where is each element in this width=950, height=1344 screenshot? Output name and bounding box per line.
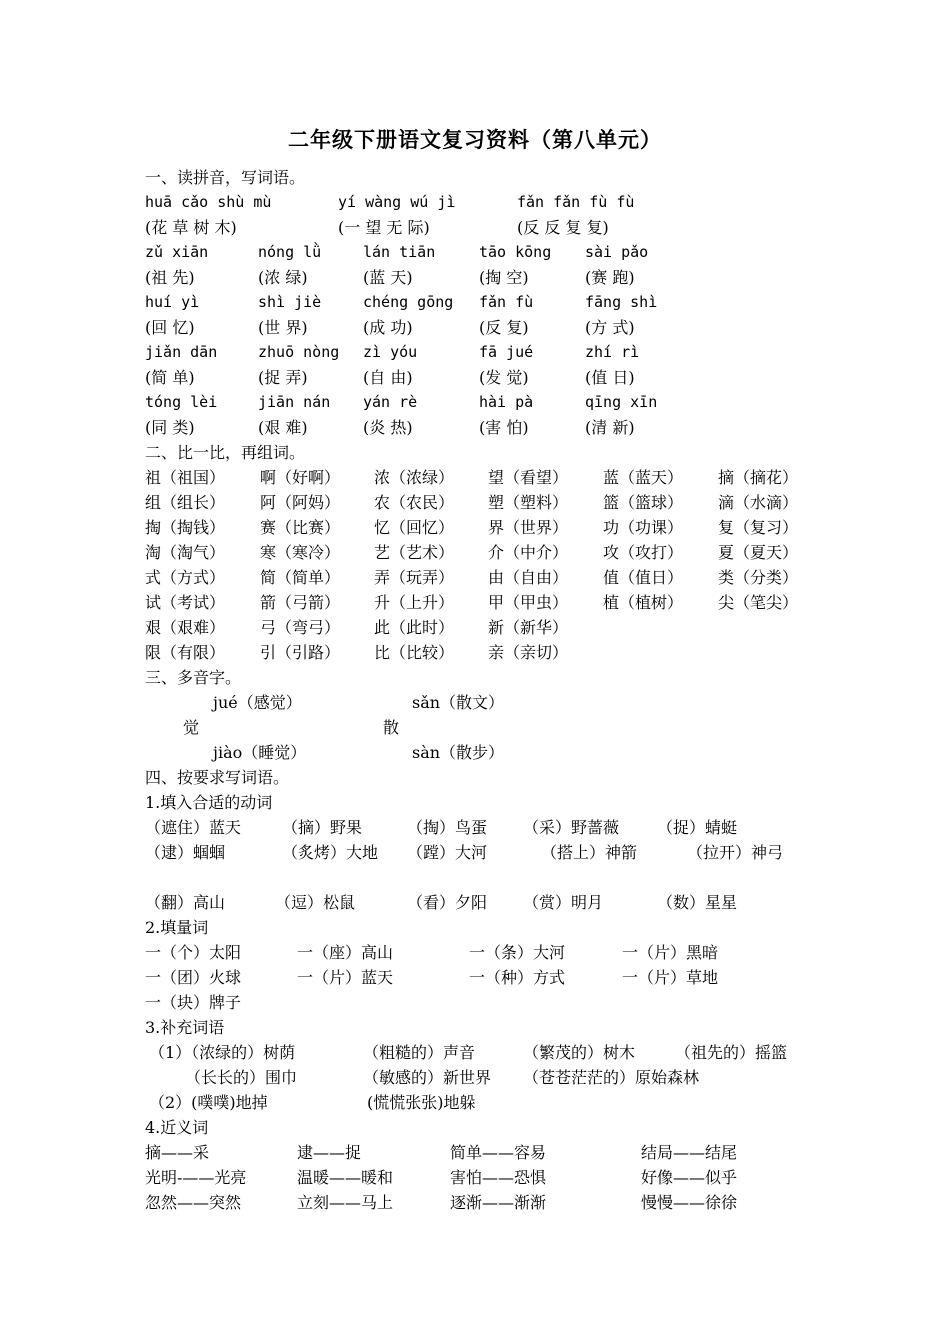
supplement-item: （2）(噗噗)地掉 [149,1093,268,1112]
supplement-item: （1）（浓绿的）树荫 [149,1043,296,1062]
verb-item: （炙烤）大地 [282,843,379,862]
compare-cell: 简（简单） [260,568,341,587]
answer-cell: (祖 先) [145,268,195,287]
answer-cell: (蓝 天) [363,268,413,287]
verb-row [145,840,845,865]
pinyin-cell: fǎn fǎn fù fù [517,193,635,211]
compare-cell: 夏（夏天） [718,543,799,562]
polyphone-reading: jué（感觉） [213,693,302,712]
synonym-item: 逐渐——渐渐 [450,1193,547,1212]
verb-item: （赏）明月 [523,893,604,912]
subsection-title: 1.填入合适的动词 [145,793,273,812]
pinyin-cell: huā cǎo shù mù [145,193,272,211]
compare-cell: 此（此时） [374,618,455,637]
pinyin-row [145,190,845,215]
supplement-item: （苍苍茫茫的）原始森林 [523,1068,700,1087]
compare-cell: 植（植树） [603,593,684,612]
verb-row [145,815,845,840]
supplement-item: (慌慌张张)地躲 [367,1093,476,1112]
compare-cell: 值（值日） [603,568,684,587]
compare-row [145,515,845,540]
compare-row [145,640,845,665]
compare-cell: 塑（塑料） [488,493,569,512]
synonym-row [145,1140,845,1165]
compare-cell: 功（功课） [603,518,684,537]
polyphone-reading: jiào（睡觉） [213,743,307,762]
subsection-title: 2.填量词 [145,918,209,937]
section-3-heading: 三、多音字。 [145,668,242,687]
measure-item: 一（条）大河 [469,943,566,962]
polyphone-row [145,740,845,765]
answer-cell: (花 草 树 木) [145,218,237,237]
synonym-item: 好像——似乎 [641,1168,738,1187]
answer-row [145,215,845,240]
compare-cell: 望（看望） [488,468,569,487]
pinyin-cell: fǎn fù [479,293,534,311]
polyphone-reading: sàn（散步） [412,743,505,762]
verb-item: （拉开）神弓 [687,843,784,862]
subsection-title: 3.补充词语 [145,1018,225,1037]
answer-cell: (掏 空) [479,268,529,287]
compare-row [145,565,845,590]
answer-cell: (清 新) [585,418,635,437]
compare-cell: 农（农民） [374,493,455,512]
compare-cell: 甲（甲虫） [488,593,569,612]
verb-item: （翻）高山 [145,893,226,912]
measure-item: 一（座）高山 [297,943,394,962]
compare-cell: 升（上升） [374,593,455,612]
synonym-row [145,1165,845,1190]
answer-row [145,415,845,440]
verb-item: （遮住）蓝天 [145,818,242,837]
measure-item: 一（片）蓝天 [297,968,394,987]
pinyin-cell: tāo kōng [479,243,552,261]
pinyin-cell: zì yóu [363,343,418,361]
supplement-item: （敏感的）新世界 [363,1068,492,1087]
synonym-row [145,1190,845,1215]
compare-cell: 界（世界） [488,518,569,537]
verb-item: （逮）蝈蝈 [145,843,226,862]
compare-cell: 浓（浓绿） [374,468,455,487]
compare-cell: 亲（亲切） [488,643,569,662]
polyphone-reading: sǎn（散文） [412,693,505,712]
answer-cell: (反 反 复 复) [517,218,609,237]
answer-cell: (值 日) [585,368,635,387]
answer-cell: (捉 弄) [258,368,308,387]
compare-cell: 式（方式） [145,568,226,587]
subsection-title: 4.近义词 [145,1118,209,1137]
verb-item: （蹚）大河 [407,843,488,862]
measure-item: 一（团）火球 [145,968,242,987]
verb-item: （采）野蔷薇 [523,818,620,837]
pinyin-cell: shì jiè [258,293,322,311]
pinyin-cell: lán tiān [363,243,436,261]
pinyin-cell: fā jué [479,343,534,361]
compare-cell: 新（新华） [488,618,569,637]
compare-cell: 啊（好啊） [260,468,341,487]
compare-cell: 寒（寒冷） [260,543,341,562]
pinyin-cell: jiǎn dān [145,343,218,361]
polyphone-char: 散 [383,718,400,737]
answer-cell: (赛 跑) [585,268,635,287]
pinyin-cell: huí yì [145,293,200,311]
compare-cell: 攻（攻打） [603,543,684,562]
section-2-heading: 二、比一比，再组词。 [145,443,306,462]
answer-cell: (成 功) [363,318,413,337]
answer-row [145,365,845,390]
pinyin-cell: zhí rì [585,343,640,361]
verb-row [145,890,845,915]
compare-cell: 类（分类） [718,568,799,587]
verb-item: （摘）野果 [282,818,363,837]
document-body [145,165,845,1215]
measure-item: 一（片）黑暗 [622,943,719,962]
measure-item: 一（个）太阳 [145,943,242,962]
supplement-row [145,1065,845,1090]
compare-cell: 蓝（蓝天） [603,468,684,487]
answer-cell: (世 界) [258,318,308,337]
pinyin-cell: hài pà [479,393,534,411]
compare-row [145,590,845,615]
answer-cell: (自 由) [363,368,413,387]
verb-item: （逗）松鼠 [275,893,356,912]
compare-cell: 艰（艰难） [145,618,226,637]
pinyin-cell: qīng xīn [585,393,658,411]
section-1-heading: 一、读拼音，写词语。 [145,168,306,187]
compare-row [145,615,845,640]
polyphone-row [145,715,845,740]
measure-item: 一（种）方式 [469,968,566,987]
measure-row [145,965,845,990]
answer-cell: (浓 绿) [258,268,308,287]
compare-cell: 组（组长） [145,493,226,512]
synonym-item: 立刻——马上 [297,1193,394,1212]
compare-row [145,540,845,565]
pinyin-cell: zhuō nòng [258,343,340,361]
supplement-row [145,1040,845,1065]
compare-cell: 试（考试） [145,593,226,612]
compare-cell: 滴（水滴） [718,493,799,512]
compare-cell: 篮（篮球） [603,493,684,512]
supplement-row [145,1090,845,1115]
supplement-item: （粗糙的）声音 [363,1043,476,1062]
compare-cell: 引（引路） [260,643,341,662]
answer-cell: (发 觉) [479,368,529,387]
synonym-item: 摘——采 [145,1143,210,1162]
polyphone-char: 觉 [183,718,200,737]
compare-cell: 尖（笔尖） [718,593,799,612]
answer-cell: (害 怕) [479,418,529,437]
answer-cell: (炎 热) [363,418,413,437]
compare-cell: 弄（玩弄） [374,568,455,587]
answer-cell: (回 忆) [145,318,195,337]
synonym-item: 温暖——暖和 [297,1168,394,1187]
pinyin-cell: fāng shì [585,293,658,311]
synonym-item: 简单——容易 [450,1143,547,1162]
supplement-item: （长长的）围巾 [185,1068,298,1087]
compare-cell: 由（自由） [488,568,569,587]
answer-cell: (一 望 无 际) [338,218,430,237]
answer-cell: (艰 难) [258,418,308,437]
synonym-item: 害怕——恐惧 [450,1168,547,1187]
synonym-item: 光明-——光亮 [145,1168,247,1187]
compare-cell: 复（复习） [718,518,799,537]
compare-cell: 掏（掏钱） [145,518,226,537]
compare-cell: 限（有限） [145,643,226,662]
pinyin-cell: yán rè [363,393,418,411]
compare-cell: 淘（淘气） [145,543,226,562]
pinyin-row [145,340,845,365]
blank-line [145,865,845,890]
synonym-item: 慢慢——徐徐 [641,1193,738,1212]
verb-item: （搭上）神箭 [541,843,638,862]
compare-row [145,490,845,515]
compare-cell: 介（中介） [488,543,569,562]
verb-item: （看）夕阳 [407,893,488,912]
synonym-item: 结局——结尾 [641,1143,738,1162]
answer-cell: (同 类) [145,418,195,437]
verb-item: （捉）蜻蜓 [657,818,738,837]
verb-item: （数）星星 [657,893,738,912]
synonym-item: 逮——捉 [297,1143,362,1162]
pinyin-cell: zǔ xiān [145,243,209,261]
pinyin-cell: sài pǎo [585,243,649,261]
pinyin-cell: nóng lǜ [258,243,322,261]
pinyin-cell: chéng gōng [363,293,454,311]
compare-cell: 赛（比赛） [260,518,341,537]
pinyin-row [145,290,845,315]
answer-cell: (简 单) [145,368,195,387]
answer-cell: (反 复) [479,318,529,337]
compare-section [145,465,845,665]
measure-row [145,990,845,1015]
pinyin-cell: tóng lèi [145,393,218,411]
compare-cell: 艺（艺术） [374,543,455,562]
polyphone-row [145,690,845,715]
synonym-item: 忽然——突然 [145,1193,242,1212]
pinyin-section [145,190,845,440]
compare-cell: 弓（弯弓） [260,618,341,637]
compare-cell: 祖（祖国） [145,468,226,487]
answer-row [145,265,845,290]
compare-cell: 阿（阿妈） [260,493,341,512]
supplement-item: （祖先的）摇篮 [675,1043,788,1062]
compare-cell: 忆（回忆） [374,518,455,537]
pinyin-row [145,240,845,265]
section-4-heading: 四、按要求写词语。 [145,768,290,787]
measure-row [145,940,845,965]
answer-cell: (方 式) [585,318,635,337]
verb-item: （掏）鸟蛋 [407,818,488,837]
compare-cell: 箭（弓箭） [260,593,341,612]
measure-item: 一（片）草地 [622,968,719,987]
page-title: 二年级下册语文复习资料（第八单元） [288,127,662,152]
pinyin-cell: yí wàng wú jì [338,193,456,211]
compare-cell: 比（比较） [374,643,455,662]
answer-row [145,315,845,340]
supplement-item: （繁茂的）树木 [523,1043,636,1062]
compare-row [145,465,845,490]
pinyin-cell: jiān nán [258,393,331,411]
compare-cell: 摘（摘花） [718,468,799,487]
pinyin-row [145,390,845,415]
measure-item: 一（块）牌子 [145,993,242,1012]
